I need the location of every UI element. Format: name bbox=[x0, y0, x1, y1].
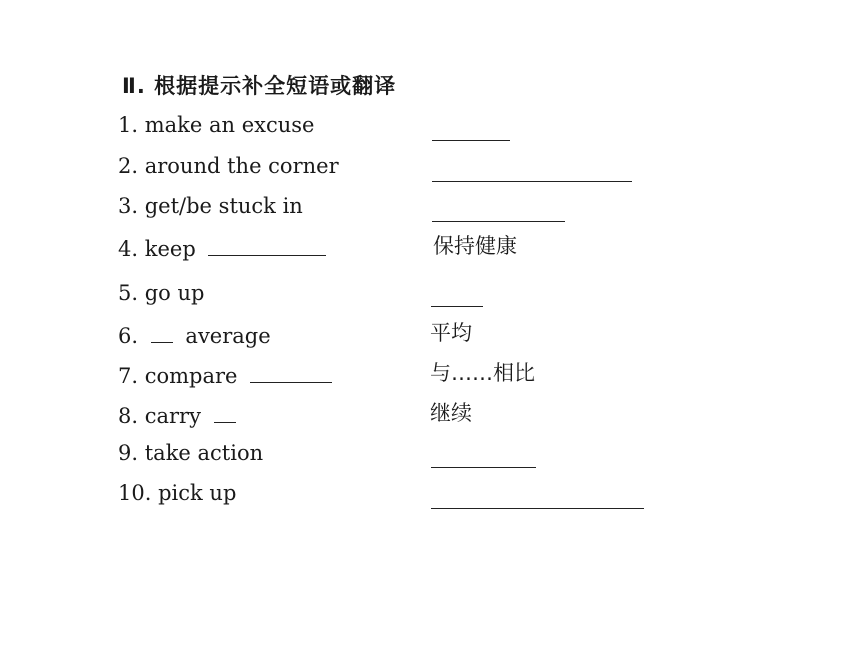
item-phrase: compare bbox=[144, 364, 238, 388]
item-number: 5. bbox=[118, 281, 139, 305]
answer-blank[interactable] bbox=[432, 220, 565, 222]
exercise-item-6 bbox=[0, 320, 860, 360]
item-phrase: keep bbox=[144, 237, 196, 261]
answer-blank[interactable] bbox=[431, 466, 536, 468]
item-phrase: take action bbox=[144, 441, 264, 465]
item-phrase: average bbox=[185, 324, 271, 348]
item-phrase: get/be stuck in bbox=[144, 194, 303, 218]
exercise-item-1 bbox=[0, 112, 860, 152]
answer-blank[interactable] bbox=[431, 507, 644, 509]
exercise-item-9 bbox=[0, 440, 860, 480]
chinese-hint: 与……相比 bbox=[430, 361, 535, 385]
fill-in-blank[interactable] bbox=[250, 360, 332, 383]
section-heading: Ⅱ. 根据提示补全短语或翻译 bbox=[122, 74, 397, 98]
exercise-item-4 bbox=[0, 233, 860, 273]
fill-in-blank[interactable] bbox=[151, 320, 173, 343]
item-number: 2. bbox=[118, 154, 139, 178]
item-number: 8. bbox=[118, 404, 139, 428]
exercise-item-8 bbox=[0, 400, 860, 440]
answer-blank[interactable] bbox=[432, 139, 510, 141]
item-phrase: go up bbox=[144, 281, 205, 305]
item-number: 7. bbox=[118, 364, 139, 388]
exercise-item-3 bbox=[0, 193, 860, 233]
exercise-item-7 bbox=[0, 360, 860, 400]
item-number: 6. bbox=[118, 324, 139, 348]
item-number: 3. bbox=[118, 194, 139, 218]
item-number: 9. bbox=[118, 441, 139, 465]
exercise-item-2 bbox=[0, 153, 860, 193]
exercise-item-5 bbox=[0, 280, 860, 320]
fill-in-blank[interactable] bbox=[214, 400, 236, 423]
item-phrase: pick up bbox=[158, 481, 237, 505]
chinese-hint: 保持健康 bbox=[433, 234, 517, 258]
chinese-hint: 继续 bbox=[430, 401, 472, 425]
item-number: 4. bbox=[118, 237, 139, 261]
item-number: 1. bbox=[118, 113, 139, 137]
item-phrase: make an excuse bbox=[144, 113, 315, 137]
exercise-item-10 bbox=[0, 480, 860, 520]
item-number: 10. bbox=[118, 481, 152, 505]
fill-in-blank[interactable] bbox=[208, 233, 326, 256]
item-phrase: around the corner bbox=[144, 154, 339, 178]
chinese-hint: 平均 bbox=[430, 321, 472, 345]
item-phrase: carry bbox=[144, 404, 201, 428]
answer-blank[interactable] bbox=[431, 305, 483, 307]
answer-blank[interactable] bbox=[432, 180, 632, 182]
